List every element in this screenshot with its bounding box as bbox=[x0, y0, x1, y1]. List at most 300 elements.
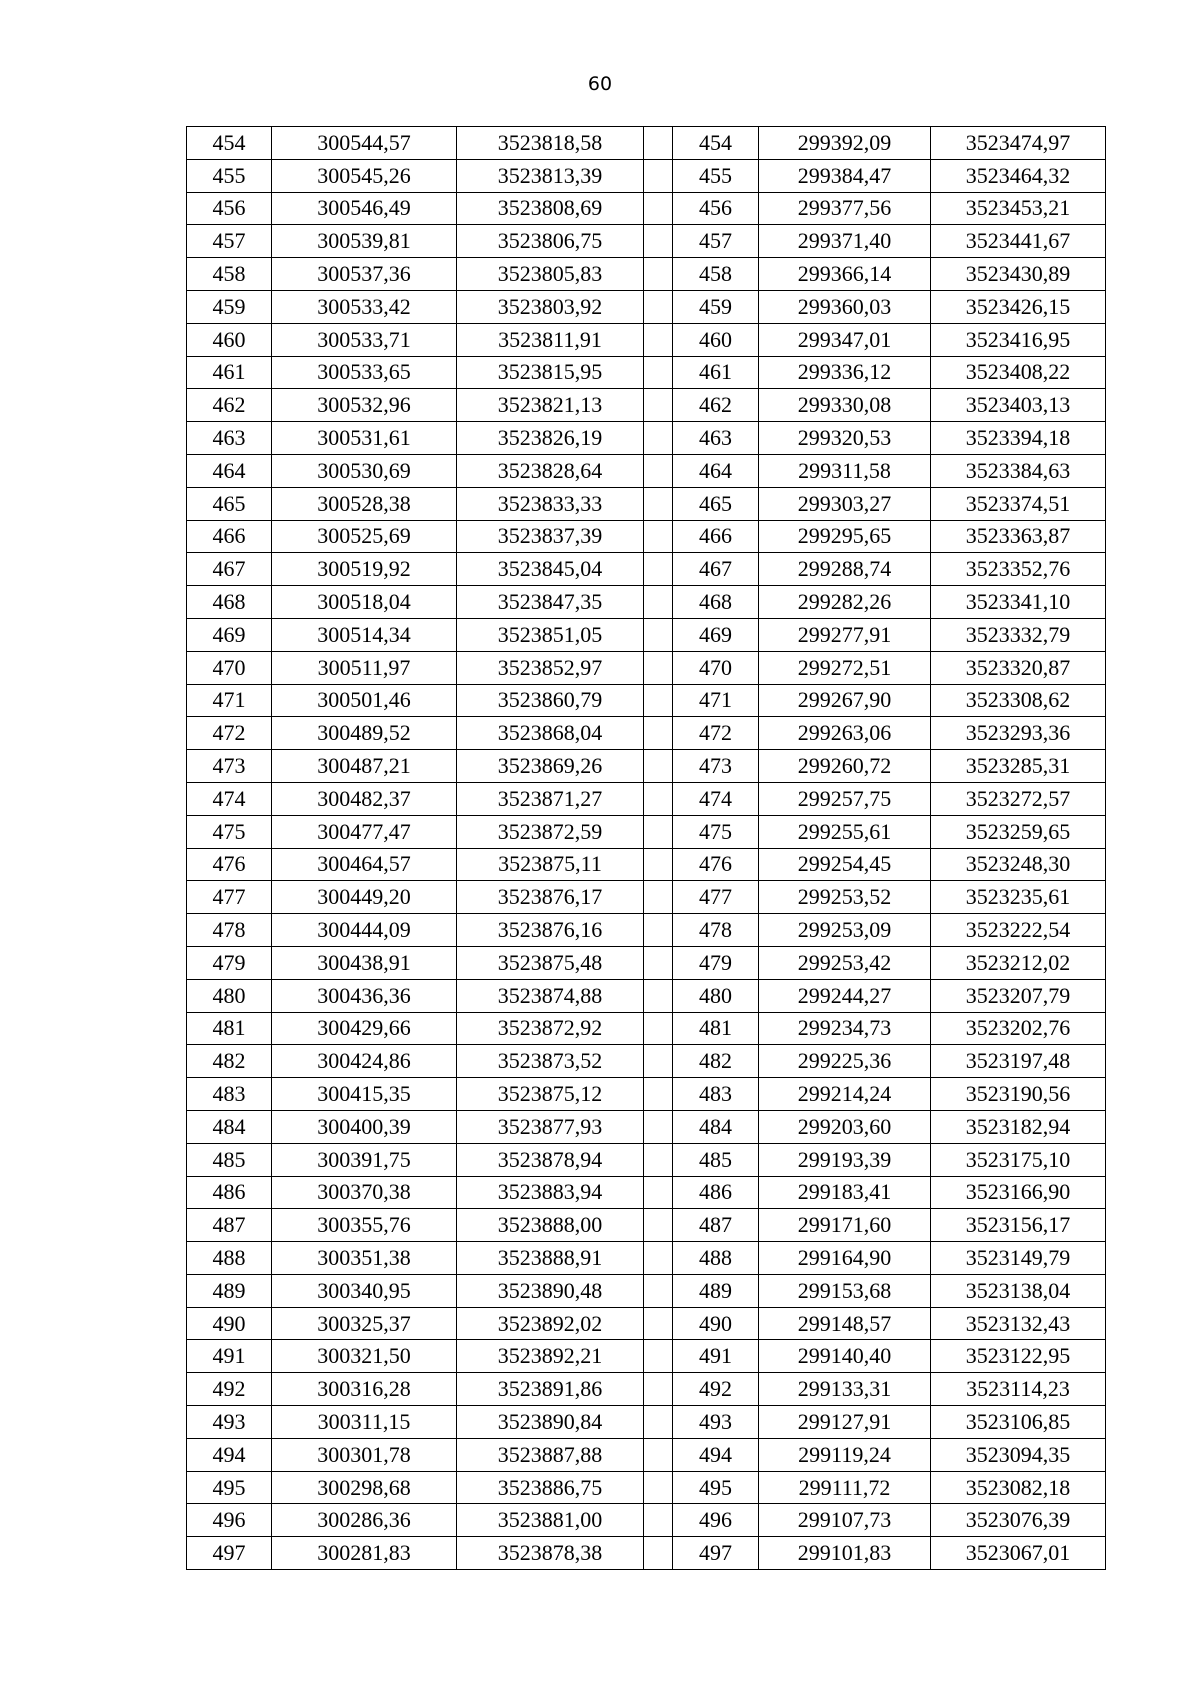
left-x-coordinate-cell: 300325,37 bbox=[272, 1307, 457, 1340]
right-x-coordinate-cell: 299164,90 bbox=[759, 1242, 931, 1275]
left-y-coordinate-cell: 3523813,39 bbox=[457, 159, 644, 192]
right-y-coordinate-cell: 3523166,90 bbox=[931, 1176, 1106, 1209]
right-y-coordinate-cell: 3523190,56 bbox=[931, 1078, 1106, 1111]
left-y-coordinate-cell: 3523876,16 bbox=[457, 914, 644, 947]
right-y-coordinate-cell: 3523149,79 bbox=[931, 1242, 1106, 1275]
right-x-coordinate-cell: 299277,91 bbox=[759, 618, 931, 651]
left-point-number-cell: 454 bbox=[187, 127, 272, 160]
left-point-number-cell: 456 bbox=[187, 192, 272, 225]
right-x-coordinate-cell: 299371,40 bbox=[759, 225, 931, 258]
right-point-number-cell: 475 bbox=[673, 815, 759, 848]
left-y-coordinate-cell: 3523860,79 bbox=[457, 684, 644, 717]
right-x-coordinate-cell: 299234,73 bbox=[759, 1012, 931, 1045]
right-x-coordinate-cell: 299392,09 bbox=[759, 127, 931, 160]
right-y-coordinate-cell: 3523235,61 bbox=[931, 881, 1106, 914]
right-y-coordinate-cell: 3523285,31 bbox=[931, 750, 1106, 783]
left-y-coordinate-cell: 3523818,58 bbox=[457, 127, 644, 160]
right-x-coordinate-cell: 299282,26 bbox=[759, 586, 931, 619]
left-x-coordinate-cell: 300438,91 bbox=[272, 946, 457, 979]
right-x-coordinate-cell: 299320,53 bbox=[759, 422, 931, 455]
left-point-number-cell: 477 bbox=[187, 881, 272, 914]
left-point-number-cell: 462 bbox=[187, 389, 272, 422]
table-row bbox=[187, 1471, 1106, 1504]
left-point-number-cell: 478 bbox=[187, 914, 272, 947]
left-y-coordinate-cell: 3523878,94 bbox=[457, 1143, 644, 1176]
right-x-coordinate-cell: 299193,39 bbox=[759, 1143, 931, 1176]
left-y-coordinate-cell: 3523883,94 bbox=[457, 1176, 644, 1209]
right-y-coordinate-cell: 3523416,95 bbox=[931, 323, 1106, 356]
table-row bbox=[187, 323, 1106, 356]
right-y-coordinate-cell: 3523430,89 bbox=[931, 258, 1106, 291]
left-point-number-cell: 490 bbox=[187, 1307, 272, 1340]
table-row bbox=[187, 1242, 1106, 1275]
left-x-coordinate-cell: 300482,37 bbox=[272, 782, 457, 815]
separator-cell bbox=[644, 1373, 673, 1406]
right-y-coordinate-cell: 3523272,57 bbox=[931, 782, 1106, 815]
right-y-coordinate-cell: 3523384,63 bbox=[931, 454, 1106, 487]
right-point-number-cell: 476 bbox=[673, 848, 759, 881]
left-x-coordinate-cell: 300487,21 bbox=[272, 750, 457, 783]
right-x-coordinate-cell: 299107,73 bbox=[759, 1504, 931, 1537]
separator-cell bbox=[644, 1537, 673, 1570]
left-point-number-cell: 495 bbox=[187, 1471, 272, 1504]
right-y-coordinate-cell: 3523408,22 bbox=[931, 356, 1106, 389]
right-x-coordinate-cell: 299311,58 bbox=[759, 454, 931, 487]
table-row bbox=[187, 1504, 1106, 1537]
right-x-coordinate-cell: 299127,91 bbox=[759, 1406, 931, 1439]
left-point-number-cell: 458 bbox=[187, 258, 272, 291]
separator-cell bbox=[644, 1274, 673, 1307]
separator-cell bbox=[644, 1406, 673, 1439]
table-row bbox=[187, 750, 1106, 783]
left-y-coordinate-cell: 3523888,91 bbox=[457, 1242, 644, 1275]
right-x-coordinate-cell: 299119,24 bbox=[759, 1438, 931, 1471]
right-x-coordinate-cell: 299384,47 bbox=[759, 159, 931, 192]
separator-cell bbox=[644, 750, 673, 783]
separator-cell bbox=[644, 1012, 673, 1045]
right-point-number-cell: 459 bbox=[673, 290, 759, 323]
right-point-number-cell: 494 bbox=[673, 1438, 759, 1471]
right-y-coordinate-cell: 3523426,15 bbox=[931, 290, 1106, 323]
right-x-coordinate-cell: 299377,56 bbox=[759, 192, 931, 225]
separator-cell bbox=[644, 1078, 673, 1111]
right-y-coordinate-cell: 3523320,87 bbox=[931, 651, 1106, 684]
left-x-coordinate-cell: 300391,75 bbox=[272, 1143, 457, 1176]
table-row bbox=[187, 1340, 1106, 1373]
separator-cell bbox=[644, 520, 673, 553]
table-row bbox=[187, 815, 1106, 848]
right-y-coordinate-cell: 3523067,01 bbox=[931, 1537, 1106, 1570]
left-y-coordinate-cell: 3523878,38 bbox=[457, 1537, 644, 1570]
left-y-coordinate-cell: 3523892,21 bbox=[457, 1340, 644, 1373]
left-x-coordinate-cell: 300424,86 bbox=[272, 1045, 457, 1078]
right-point-number-cell: 455 bbox=[673, 159, 759, 192]
separator-cell bbox=[644, 225, 673, 258]
left-x-coordinate-cell: 300528,38 bbox=[272, 487, 457, 520]
left-x-coordinate-cell: 300298,68 bbox=[272, 1471, 457, 1504]
left-point-number-cell: 472 bbox=[187, 717, 272, 750]
right-point-number-cell: 495 bbox=[673, 1471, 759, 1504]
right-x-coordinate-cell: 299360,03 bbox=[759, 290, 931, 323]
separator-cell bbox=[644, 651, 673, 684]
left-y-coordinate-cell: 3523828,64 bbox=[457, 454, 644, 487]
left-y-coordinate-cell: 3523871,27 bbox=[457, 782, 644, 815]
left-y-coordinate-cell: 3523886,75 bbox=[457, 1471, 644, 1504]
right-point-number-cell: 496 bbox=[673, 1504, 759, 1537]
left-point-number-cell: 488 bbox=[187, 1242, 272, 1275]
left-x-coordinate-cell: 300519,92 bbox=[272, 553, 457, 586]
right-y-coordinate-cell: 3523175,10 bbox=[931, 1143, 1106, 1176]
left-y-coordinate-cell: 3523803,92 bbox=[457, 290, 644, 323]
separator-cell bbox=[644, 1242, 673, 1275]
table-row bbox=[187, 258, 1106, 291]
separator-cell bbox=[644, 979, 673, 1012]
left-point-number-cell: 491 bbox=[187, 1340, 272, 1373]
table-row bbox=[187, 684, 1106, 717]
left-point-number-cell: 473 bbox=[187, 750, 272, 783]
table-row bbox=[187, 946, 1106, 979]
left-y-coordinate-cell: 3523876,17 bbox=[457, 881, 644, 914]
left-x-coordinate-cell: 300477,47 bbox=[272, 815, 457, 848]
left-x-coordinate-cell: 300531,61 bbox=[272, 422, 457, 455]
left-x-coordinate-cell: 300533,65 bbox=[272, 356, 457, 389]
left-point-number-cell: 482 bbox=[187, 1045, 272, 1078]
right-y-coordinate-cell: 3523076,39 bbox=[931, 1504, 1106, 1537]
separator-cell bbox=[644, 815, 673, 848]
left-y-coordinate-cell: 3523887,88 bbox=[457, 1438, 644, 1471]
right-x-coordinate-cell: 299257,75 bbox=[759, 782, 931, 815]
left-point-number-cell: 479 bbox=[187, 946, 272, 979]
table-row bbox=[187, 192, 1106, 225]
table-row bbox=[187, 454, 1106, 487]
right-point-number-cell: 480 bbox=[673, 979, 759, 1012]
left-point-number-cell: 457 bbox=[187, 225, 272, 258]
right-point-number-cell: 484 bbox=[673, 1110, 759, 1143]
right-x-coordinate-cell: 299253,52 bbox=[759, 881, 931, 914]
right-point-number-cell: 462 bbox=[673, 389, 759, 422]
separator-cell bbox=[644, 553, 673, 586]
table-row bbox=[187, 422, 1106, 455]
right-y-coordinate-cell: 3523453,21 bbox=[931, 192, 1106, 225]
table-row bbox=[187, 782, 1106, 815]
right-x-coordinate-cell: 299253,09 bbox=[759, 914, 931, 947]
separator-cell bbox=[644, 159, 673, 192]
coordinates-table-body bbox=[187, 127, 1106, 1570]
right-y-coordinate-cell: 3523341,10 bbox=[931, 586, 1106, 619]
left-point-number-cell: 480 bbox=[187, 979, 272, 1012]
left-point-number-cell: 476 bbox=[187, 848, 272, 881]
right-point-number-cell: 460 bbox=[673, 323, 759, 356]
left-y-coordinate-cell: 3523877,93 bbox=[457, 1110, 644, 1143]
left-x-coordinate-cell: 300533,71 bbox=[272, 323, 457, 356]
separator-cell bbox=[644, 1045, 673, 1078]
right-point-number-cell: 466 bbox=[673, 520, 759, 553]
separator-cell bbox=[644, 454, 673, 487]
table-row bbox=[187, 914, 1106, 947]
separator-cell bbox=[644, 192, 673, 225]
table-row bbox=[187, 127, 1106, 160]
left-x-coordinate-cell: 300525,69 bbox=[272, 520, 457, 553]
right-point-number-cell: 478 bbox=[673, 914, 759, 947]
right-point-number-cell: 479 bbox=[673, 946, 759, 979]
right-point-number-cell: 469 bbox=[673, 618, 759, 651]
right-y-coordinate-cell: 3523202,76 bbox=[931, 1012, 1106, 1045]
table-row bbox=[187, 1274, 1106, 1307]
separator-cell bbox=[644, 258, 673, 291]
right-x-coordinate-cell: 299183,41 bbox=[759, 1176, 931, 1209]
left-x-coordinate-cell: 300286,36 bbox=[272, 1504, 457, 1537]
right-y-coordinate-cell: 3523222,54 bbox=[931, 914, 1106, 947]
right-point-number-cell: 471 bbox=[673, 684, 759, 717]
separator-cell bbox=[644, 914, 673, 947]
left-y-coordinate-cell: 3523826,19 bbox=[457, 422, 644, 455]
table-row bbox=[187, 979, 1106, 1012]
right-y-coordinate-cell: 3523197,48 bbox=[931, 1045, 1106, 1078]
left-y-coordinate-cell: 3523890,84 bbox=[457, 1406, 644, 1439]
left-x-coordinate-cell: 300539,81 bbox=[272, 225, 457, 258]
left-y-coordinate-cell: 3523891,86 bbox=[457, 1373, 644, 1406]
right-y-coordinate-cell: 3523374,51 bbox=[931, 487, 1106, 520]
right-x-coordinate-cell: 299330,08 bbox=[759, 389, 931, 422]
table-row bbox=[187, 1406, 1106, 1439]
left-y-coordinate-cell: 3523881,00 bbox=[457, 1504, 644, 1537]
table-row bbox=[187, 1078, 1106, 1111]
left-point-number-cell: 497 bbox=[187, 1537, 272, 1570]
left-x-coordinate-cell: 300545,26 bbox=[272, 159, 457, 192]
right-y-coordinate-cell: 3523293,36 bbox=[931, 717, 1106, 750]
left-x-coordinate-cell: 300301,78 bbox=[272, 1438, 457, 1471]
left-y-coordinate-cell: 3523806,75 bbox=[457, 225, 644, 258]
right-point-number-cell: 456 bbox=[673, 192, 759, 225]
table-row bbox=[187, 1307, 1106, 1340]
left-x-coordinate-cell: 300544,57 bbox=[272, 127, 457, 160]
right-y-coordinate-cell: 3523182,94 bbox=[931, 1110, 1106, 1143]
right-x-coordinate-cell: 299295,65 bbox=[759, 520, 931, 553]
right-x-coordinate-cell: 299111,72 bbox=[759, 1471, 931, 1504]
right-x-coordinate-cell: 299140,40 bbox=[759, 1340, 931, 1373]
right-point-number-cell: 481 bbox=[673, 1012, 759, 1045]
left-x-coordinate-cell: 300511,97 bbox=[272, 651, 457, 684]
right-point-number-cell: 489 bbox=[673, 1274, 759, 1307]
right-x-coordinate-cell: 299366,14 bbox=[759, 258, 931, 291]
separator-cell bbox=[644, 717, 673, 750]
table-row bbox=[187, 159, 1106, 192]
left-x-coordinate-cell: 300370,38 bbox=[272, 1176, 457, 1209]
right-x-coordinate-cell: 299101,83 bbox=[759, 1537, 931, 1570]
right-x-coordinate-cell: 299153,68 bbox=[759, 1274, 931, 1307]
left-x-coordinate-cell: 300400,39 bbox=[272, 1110, 457, 1143]
right-y-coordinate-cell: 3523132,43 bbox=[931, 1307, 1106, 1340]
right-point-number-cell: 472 bbox=[673, 717, 759, 750]
right-y-coordinate-cell: 3523082,18 bbox=[931, 1471, 1106, 1504]
left-point-number-cell: 455 bbox=[187, 159, 272, 192]
left-point-number-cell: 487 bbox=[187, 1209, 272, 1242]
left-x-coordinate-cell: 300449,20 bbox=[272, 881, 457, 914]
left-point-number-cell: 464 bbox=[187, 454, 272, 487]
left-point-number-cell: 496 bbox=[187, 1504, 272, 1537]
left-point-number-cell: 459 bbox=[187, 290, 272, 323]
left-y-coordinate-cell: 3523872,59 bbox=[457, 815, 644, 848]
right-point-number-cell: 486 bbox=[673, 1176, 759, 1209]
right-x-coordinate-cell: 299336,12 bbox=[759, 356, 931, 389]
right-y-coordinate-cell: 3523156,17 bbox=[931, 1209, 1106, 1242]
right-x-coordinate-cell: 299133,31 bbox=[759, 1373, 931, 1406]
left-point-number-cell: 469 bbox=[187, 618, 272, 651]
left-y-coordinate-cell: 3523873,52 bbox=[457, 1045, 644, 1078]
separator-cell bbox=[644, 1176, 673, 1209]
right-point-number-cell: 474 bbox=[673, 782, 759, 815]
separator-cell bbox=[644, 1143, 673, 1176]
table-row bbox=[187, 1110, 1106, 1143]
left-x-coordinate-cell: 300533,42 bbox=[272, 290, 457, 323]
right-y-coordinate-cell: 3523094,35 bbox=[931, 1438, 1106, 1471]
left-point-number-cell: 489 bbox=[187, 1274, 272, 1307]
table-row bbox=[187, 389, 1106, 422]
table-row bbox=[187, 1143, 1106, 1176]
right-y-coordinate-cell: 3523122,95 bbox=[931, 1340, 1106, 1373]
right-point-number-cell: 491 bbox=[673, 1340, 759, 1373]
left-x-coordinate-cell: 300546,49 bbox=[272, 192, 457, 225]
table-row bbox=[187, 717, 1106, 750]
left-x-coordinate-cell: 300340,95 bbox=[272, 1274, 457, 1307]
left-point-number-cell: 475 bbox=[187, 815, 272, 848]
left-y-coordinate-cell: 3523851,05 bbox=[457, 618, 644, 651]
left-point-number-cell: 460 bbox=[187, 323, 272, 356]
left-x-coordinate-cell: 300316,28 bbox=[272, 1373, 457, 1406]
right-y-coordinate-cell: 3523114,23 bbox=[931, 1373, 1106, 1406]
separator-cell bbox=[644, 356, 673, 389]
separator-cell bbox=[644, 1110, 673, 1143]
left-y-coordinate-cell: 3523808,69 bbox=[457, 192, 644, 225]
right-point-number-cell: 492 bbox=[673, 1373, 759, 1406]
right-y-coordinate-cell: 3523394,18 bbox=[931, 422, 1106, 455]
left-point-number-cell: 483 bbox=[187, 1078, 272, 1111]
table-row bbox=[187, 1176, 1106, 1209]
right-point-number-cell: 463 bbox=[673, 422, 759, 455]
table-row bbox=[187, 225, 1106, 258]
right-x-coordinate-cell: 299244,27 bbox=[759, 979, 931, 1012]
right-point-number-cell: 483 bbox=[673, 1078, 759, 1111]
table-row bbox=[187, 586, 1106, 619]
left-point-number-cell: 486 bbox=[187, 1176, 272, 1209]
left-x-coordinate-cell: 300311,15 bbox=[272, 1406, 457, 1439]
table-row bbox=[187, 520, 1106, 553]
left-x-coordinate-cell: 300429,66 bbox=[272, 1012, 457, 1045]
right-point-number-cell: 465 bbox=[673, 487, 759, 520]
left-x-coordinate-cell: 300355,76 bbox=[272, 1209, 457, 1242]
right-point-number-cell: 467 bbox=[673, 553, 759, 586]
left-point-number-cell: 466 bbox=[187, 520, 272, 553]
left-x-coordinate-cell: 300281,83 bbox=[272, 1537, 457, 1570]
right-y-coordinate-cell: 3523207,79 bbox=[931, 979, 1106, 1012]
left-x-coordinate-cell: 300532,96 bbox=[272, 389, 457, 422]
left-x-coordinate-cell: 300514,34 bbox=[272, 618, 457, 651]
table-row bbox=[187, 1209, 1106, 1242]
right-y-coordinate-cell: 3523474,97 bbox=[931, 127, 1106, 160]
right-x-coordinate-cell: 299272,51 bbox=[759, 651, 931, 684]
right-y-coordinate-cell: 3523138,04 bbox=[931, 1274, 1106, 1307]
left-x-coordinate-cell: 300415,35 bbox=[272, 1078, 457, 1111]
right-x-coordinate-cell: 299255,61 bbox=[759, 815, 931, 848]
left-x-coordinate-cell: 300489,52 bbox=[272, 717, 457, 750]
table-row bbox=[187, 1537, 1106, 1570]
right-point-number-cell: 488 bbox=[673, 1242, 759, 1275]
right-x-coordinate-cell: 299288,74 bbox=[759, 553, 931, 586]
left-y-coordinate-cell: 3523852,97 bbox=[457, 651, 644, 684]
left-x-coordinate-cell: 300464,57 bbox=[272, 848, 457, 881]
left-x-coordinate-cell: 300518,04 bbox=[272, 586, 457, 619]
left-y-coordinate-cell: 3523868,04 bbox=[457, 717, 644, 750]
left-y-coordinate-cell: 3523805,83 bbox=[457, 258, 644, 291]
left-point-number-cell: 461 bbox=[187, 356, 272, 389]
left-x-coordinate-cell: 300530,69 bbox=[272, 454, 457, 487]
left-point-number-cell: 494 bbox=[187, 1438, 272, 1471]
right-x-coordinate-cell: 299171,60 bbox=[759, 1209, 931, 1242]
left-x-coordinate-cell: 300351,38 bbox=[272, 1242, 457, 1275]
right-x-coordinate-cell: 299263,06 bbox=[759, 717, 931, 750]
separator-cell bbox=[644, 323, 673, 356]
left-y-coordinate-cell: 3523875,12 bbox=[457, 1078, 644, 1111]
left-point-number-cell: 470 bbox=[187, 651, 272, 684]
right-y-coordinate-cell: 3523363,87 bbox=[931, 520, 1106, 553]
coordinates-table bbox=[186, 126, 1106, 1570]
table-row bbox=[187, 1438, 1106, 1471]
separator-cell bbox=[644, 290, 673, 323]
right-y-coordinate-cell: 3523332,79 bbox=[931, 618, 1106, 651]
left-point-number-cell: 492 bbox=[187, 1373, 272, 1406]
left-point-number-cell: 467 bbox=[187, 553, 272, 586]
separator-cell bbox=[644, 946, 673, 979]
left-point-number-cell: 471 bbox=[187, 684, 272, 717]
left-y-coordinate-cell: 3523847,35 bbox=[457, 586, 644, 619]
right-x-coordinate-cell: 299148,57 bbox=[759, 1307, 931, 1340]
left-point-number-cell: 474 bbox=[187, 782, 272, 815]
right-y-coordinate-cell: 3523464,32 bbox=[931, 159, 1106, 192]
left-y-coordinate-cell: 3523875,11 bbox=[457, 848, 644, 881]
table-row bbox=[187, 553, 1106, 586]
right-point-number-cell: 457 bbox=[673, 225, 759, 258]
right-point-number-cell: 470 bbox=[673, 651, 759, 684]
separator-cell bbox=[644, 1438, 673, 1471]
right-x-coordinate-cell: 299267,90 bbox=[759, 684, 931, 717]
right-point-number-cell: 497 bbox=[673, 1537, 759, 1570]
separator-cell bbox=[644, 848, 673, 881]
separator-cell bbox=[644, 586, 673, 619]
right-point-number-cell: 458 bbox=[673, 258, 759, 291]
left-y-coordinate-cell: 3523875,48 bbox=[457, 946, 644, 979]
right-x-coordinate-cell: 299203,60 bbox=[759, 1110, 931, 1143]
separator-cell bbox=[644, 1504, 673, 1537]
right-y-coordinate-cell: 3523308,62 bbox=[931, 684, 1106, 717]
left-y-coordinate-cell: 3523892,02 bbox=[457, 1307, 644, 1340]
table-row bbox=[187, 1012, 1106, 1045]
left-point-number-cell: 463 bbox=[187, 422, 272, 455]
separator-cell bbox=[644, 389, 673, 422]
separator-cell bbox=[644, 422, 673, 455]
left-x-coordinate-cell: 300436,36 bbox=[272, 979, 457, 1012]
table-row bbox=[187, 1373, 1106, 1406]
right-y-coordinate-cell: 3523212,02 bbox=[931, 946, 1106, 979]
table-row bbox=[187, 487, 1106, 520]
left-point-number-cell: 493 bbox=[187, 1406, 272, 1439]
left-y-coordinate-cell: 3523845,04 bbox=[457, 553, 644, 586]
left-y-coordinate-cell: 3523821,13 bbox=[457, 389, 644, 422]
right-y-coordinate-cell: 3523441,67 bbox=[931, 225, 1106, 258]
right-y-coordinate-cell: 3523259,65 bbox=[931, 815, 1106, 848]
right-point-number-cell: 485 bbox=[673, 1143, 759, 1176]
separator-cell bbox=[644, 684, 673, 717]
left-x-coordinate-cell: 300501,46 bbox=[272, 684, 457, 717]
